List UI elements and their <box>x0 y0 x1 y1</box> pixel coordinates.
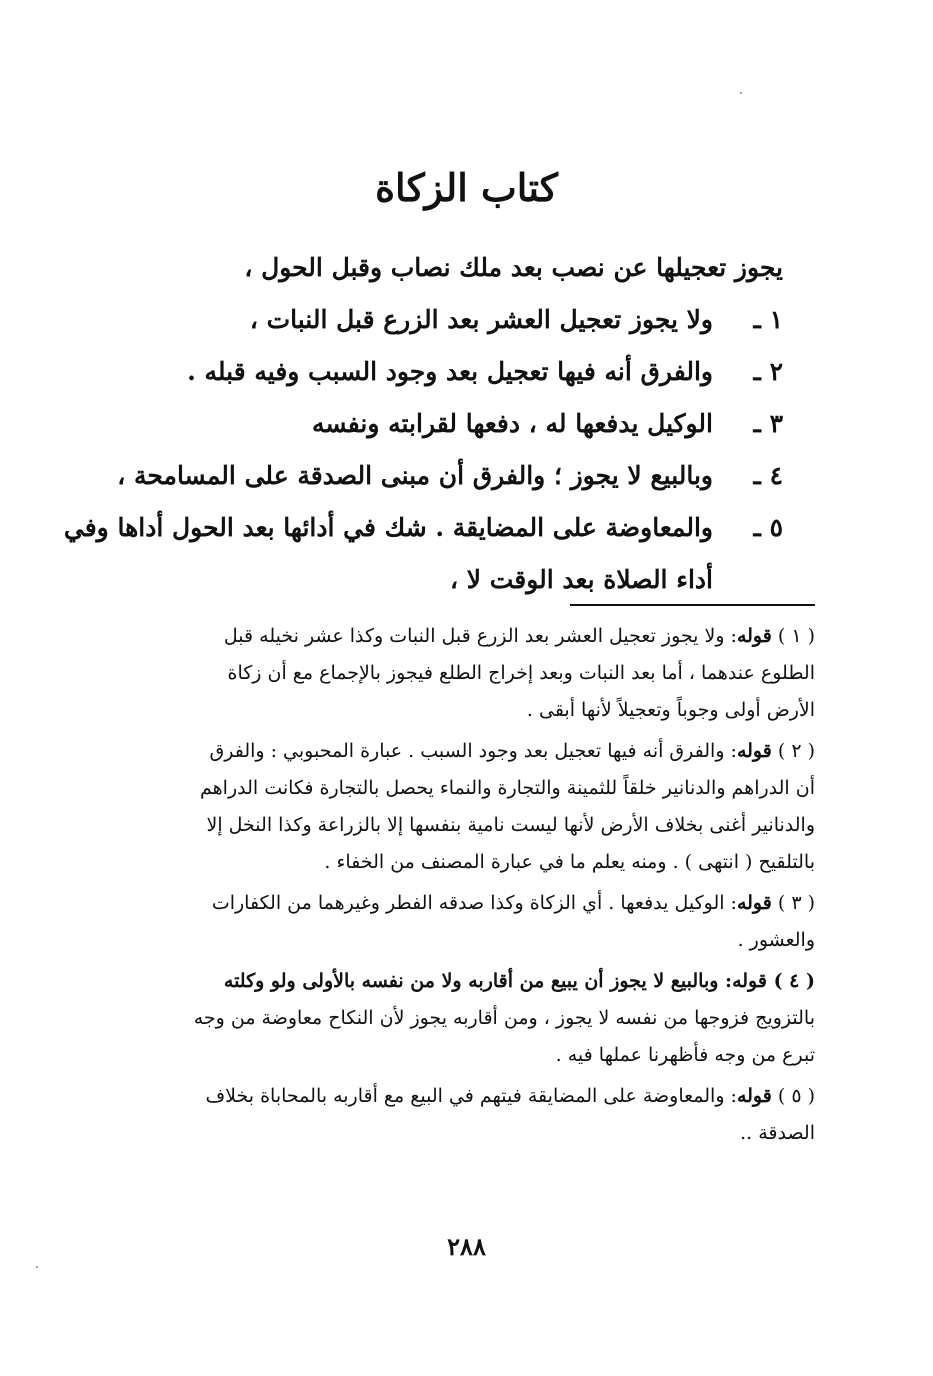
intro-line: يجوز تعجيلها عن نصب بعد ملك نصاب وقبل الحول ، <box>244 253 783 282</box>
item-text: ولا يجوز تعجيل العشر بعد الزرع قبل النبات ، <box>249 305 713 334</box>
footnote-1 <box>65 618 815 729</box>
item-number: ٤ ـ <box>753 461 783 490</box>
item-number: ٥ ـ <box>753 513 783 542</box>
footnote-line: تبرع من وجه فأظهرنا عملها فيه . <box>555 1044 815 1066</box>
footnotes <box>65 618 815 1156</box>
footnote-line <box>65 618 815 655</box>
footnote-line: أن الدراهم والدنانير خلقاً للثمينة والتجارة والنماء يحصل بالتجارة فكانت الدراهم <box>200 777 815 799</box>
footnote-keyword: قوله <box>732 970 767 992</box>
footnote-separator <box>570 604 815 606</box>
main-text <box>63 242 783 606</box>
footnote-line: الطلوع عندهما ، أما بعد النبات وبعد إخراج الطلع فيجوز بالإجماع مع أن زكاة <box>227 662 815 684</box>
footnote-text: : وبالبيع لا يجوز أن يبيع من أقاربه ولا من نفسه بالأولى ولو وكلته <box>223 970 733 992</box>
footnote-text: : والفرق أنه فيها تعجيل بعد وجود السبب . عبارة المحبوبي : والفرق <box>209 740 737 762</box>
main-item <box>68 450 783 502</box>
footnote-2 <box>65 733 815 881</box>
item-text: والفرق أنه فيها تعجيل بعد وجود السبب وفيه قبله . <box>187 357 713 386</box>
page-number: ٢٨٨ <box>447 1232 486 1261</box>
footnote-line: الأرض أولى وجوباً وتعجيلاً لأنها أبقى . <box>526 699 815 721</box>
item-text: والمعاوضة على المضايقة . شك في أدائها بعد الحول أداها وفي <box>63 513 713 542</box>
continuation-text: أداء الصلاة بعد الوقت لا ، <box>449 565 713 594</box>
scan-speck <box>740 92 742 94</box>
item-text: الوكيل يدفعها له ، دفعها لقرابته ونفسه <box>312 409 713 438</box>
footnote-line <box>65 885 815 922</box>
footnote-text: : ولا يجوز تعجيل العشر بعد الزرع قبل النبات وكذا عشر نخيله قبل <box>223 625 737 647</box>
footnote-line: الصدقة .. <box>740 1122 815 1144</box>
item-text: وبالبيع لا يجوز ؛ والفرق أن مبنى الصدقة على المسامحة ، <box>117 461 713 490</box>
footnote-keyword: قوله <box>736 625 772 647</box>
footnote-5 <box>65 1078 815 1152</box>
main-item <box>63 502 783 554</box>
footnote-3 <box>65 885 815 959</box>
footnote-line: بالتزويج فزوجها من نفسه لا يجوز ، ومن أقاربه يجوز لأن النكاح معاوضة من وجه <box>193 1007 815 1029</box>
footnote-line: بالتلقيح ( انتهى ) . ومنه يعلم ما في عبارة المصنف من الخفاء . <box>324 851 815 873</box>
footnote-4 <box>65 963 815 1074</box>
footnote-marker: ( ١ ) <box>777 625 815 647</box>
item-number: ٣ ـ <box>753 409 783 438</box>
footnote-keyword: قوله <box>736 892 772 914</box>
chapter-title: كتاب الزكاة <box>375 165 558 211</box>
main-item <box>68 346 783 398</box>
footnote-marker: ( ٢ ) <box>777 740 815 762</box>
footnote-marker: ( ٣ ) <box>777 892 815 914</box>
footnote-text: : الوكيل يدفعها . أي الزكاة وكذا صدقه الفطر وغيرهما من الكفارات <box>211 892 737 914</box>
item-number: ١ ـ <box>753 305 783 334</box>
footnote-marker: ( ٥ ) <box>777 1085 815 1107</box>
item-continuation <box>68 554 783 606</box>
scan-speck <box>36 1266 38 1268</box>
footnote-line: والدنانير أغنى بخلاف الأرض لأنها ليست نامية بنفسها إلا بالزراعة وكذا النخل إلا <box>206 814 815 836</box>
footnote-marker: ( ٤ ) <box>773 970 815 992</box>
footnote-keyword: قوله <box>736 1085 772 1107</box>
footnote-line: والعشور . <box>737 929 815 951</box>
footnote-line <box>65 733 815 770</box>
footnote-line <box>65 963 815 1000</box>
main-item <box>68 294 783 346</box>
main-item <box>68 398 783 450</box>
footnote-text: : والمعاوضة على المضايقة فيتهم في البيع مع أقاربه بالمحاباة بخلاف <box>205 1085 737 1107</box>
footnote-line <box>65 1078 815 1115</box>
footnote-keyword: قوله <box>736 740 772 762</box>
item-number: ٢ ـ <box>753 357 783 386</box>
